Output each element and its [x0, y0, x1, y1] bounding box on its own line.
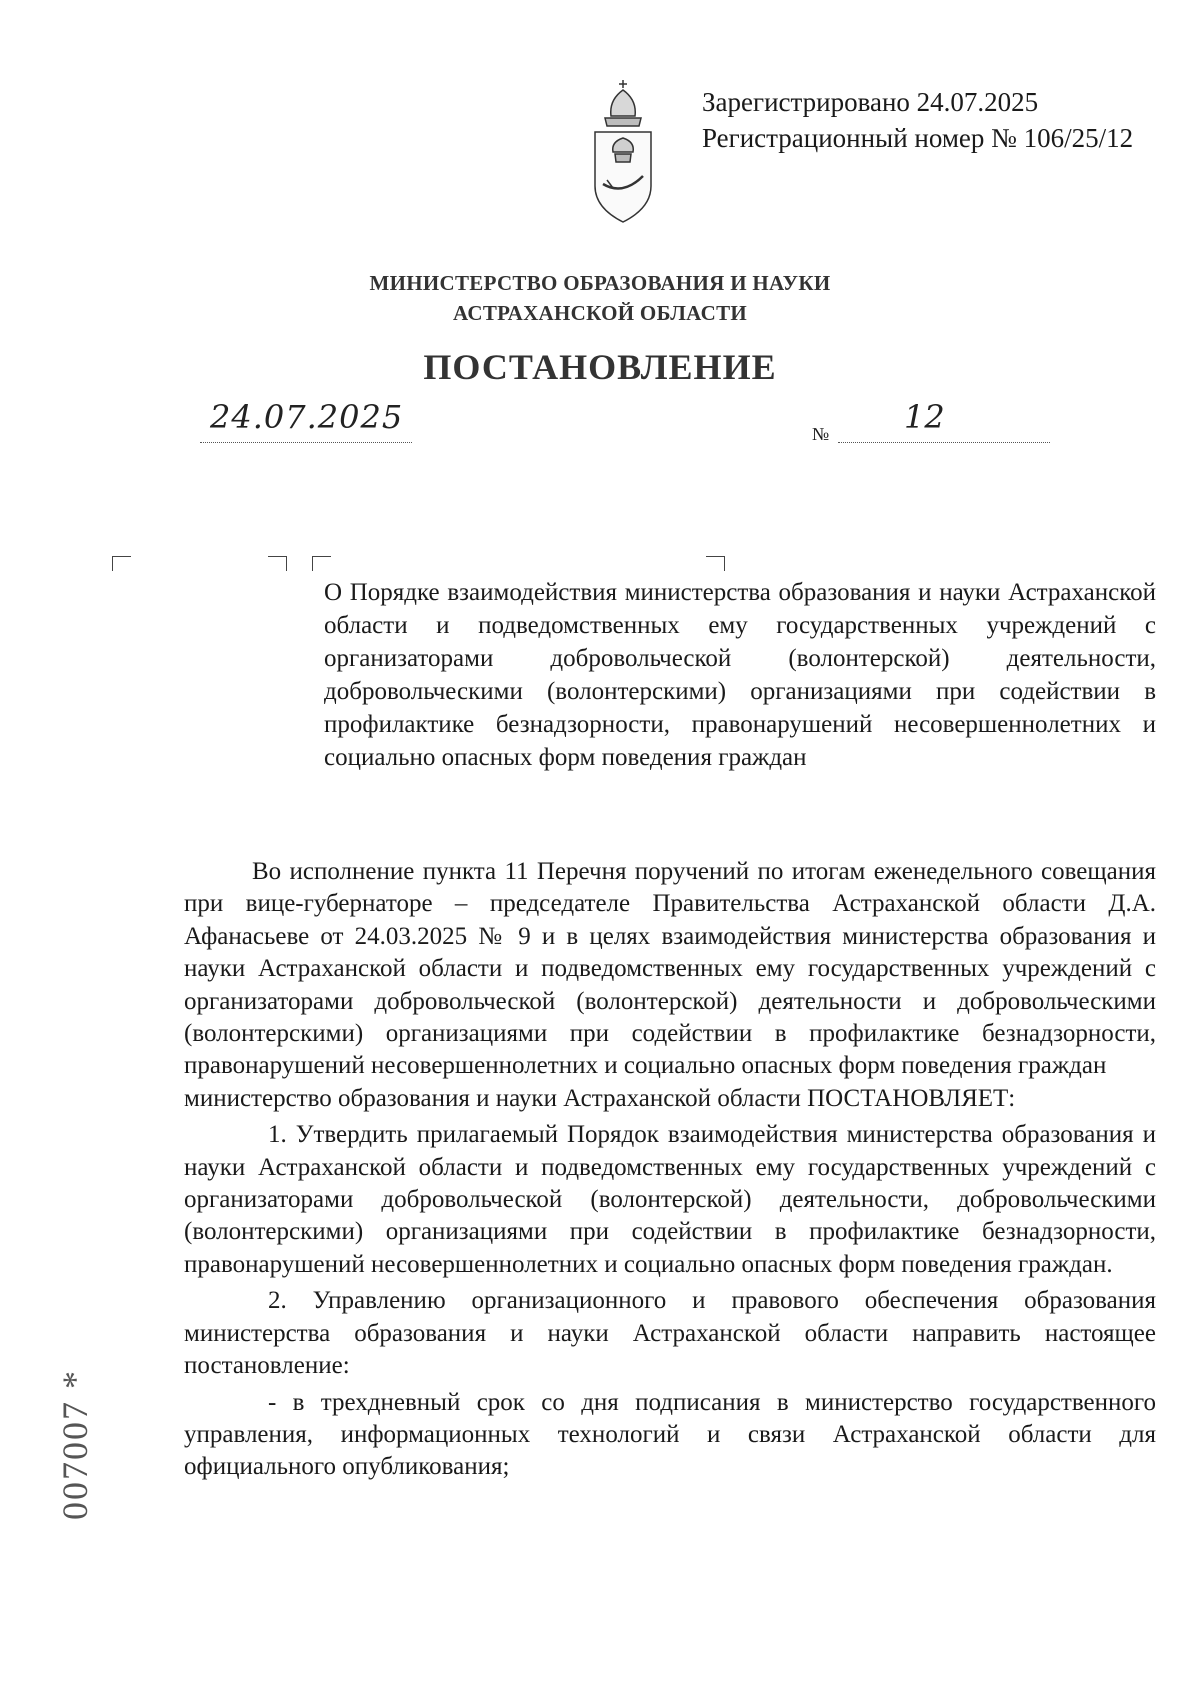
item-2-paragraph: 2. Управлению организационного и правового обеспечения образования министерства образования и науки Астраханской области направить настоящее постановление: [184, 1287, 1156, 1380]
item-1-paragraph: 1. Утвердить прилагаемый Порядок взаимодействия министерства образования и науки Астраханской области и подведомственных ему государственных учреждений с организаторами добровольческой (волонтерской) деятельности, добровольческими (волонтерскими) организациями при содействии в профилактике безнадзорности, правонарушений несовершеннолетних и социально опасных форм поведения граждан. [184, 1121, 1156, 1278]
date-field [200, 398, 412, 443]
registration-number: Регистрационный номер № 106/25/12 [702, 123, 1134, 153]
corner-mark-right-top [312, 556, 331, 571]
registration-info [702, 84, 1133, 156]
handwritten-date: 24.07.2025 [210, 398, 404, 436]
registration-date: Зарегистрировано 24.07.2025 [702, 87, 1039, 117]
ministry-name [0, 268, 1200, 328]
corner-mark-right-bottom [706, 556, 725, 571]
ministry-name-line1: МИНИСТЕРСТВО ОБРАЗОВАНИЯ И НАУКИ [369, 271, 831, 295]
side-barcode-number: 007007 * [55, 1369, 95, 1520]
document-body [184, 856, 1156, 1484]
resolves-paragraph: министерство образования и науки Астраханской области ПОСТАНОВЛЯЕТ: [184, 1084, 1016, 1112]
handwritten-number: 12 [904, 398, 945, 436]
corner-mark-left-bottom [268, 556, 287, 571]
coat-of-arms-emblem [585, 76, 661, 228]
document-title: ПОСТАНОВЛЕНИЕ [423, 347, 777, 387]
preamble-paragraph: Во исполнение пункта 11 Перечня поручений по итогам еженедельного совещания при вице-губернаторе – председателе Правительства Астраханской области Д.А. Афанасьеве от 24.03.2025 № 9 и в целях взаимодействия министерства образования и науки Астраханской области и подведомственных ему государственных учреждений с организаторами добровольческой (волонтерской) деятельности и добровольческими (волонтерскими) организациями при содействии в профилактике безнадзорности, правонарушений несовершеннолетних и социально опасных форм поведения граждан [184, 858, 1156, 1080]
corner-mark-left-top [112, 556, 131, 571]
item-2-dash-1-paragraph: - в трехдневный срок со дня подписания в министерство государственного управления, информационных технологий и связи Астраханской области для официального опубликования; [184, 1388, 1156, 1481]
number-field [838, 398, 1050, 443]
document-subject: О Порядке взаимодействия министерства образования и науки Астраханской области и подведомственных ему государственных учреждений с организаторами добровольческой (волонтерской) деятельности, добровольческими (волонтерскими) организациями при содействии в профилактике безнадзорности, правонарушений несовершеннолетних и социально опасных форм поведения граждан [324, 579, 1156, 771]
ministry-name-line2: АСТРАХАНСКОЙ ОБЛАСТИ [452, 301, 748, 325]
number-label: № [812, 424, 830, 444]
